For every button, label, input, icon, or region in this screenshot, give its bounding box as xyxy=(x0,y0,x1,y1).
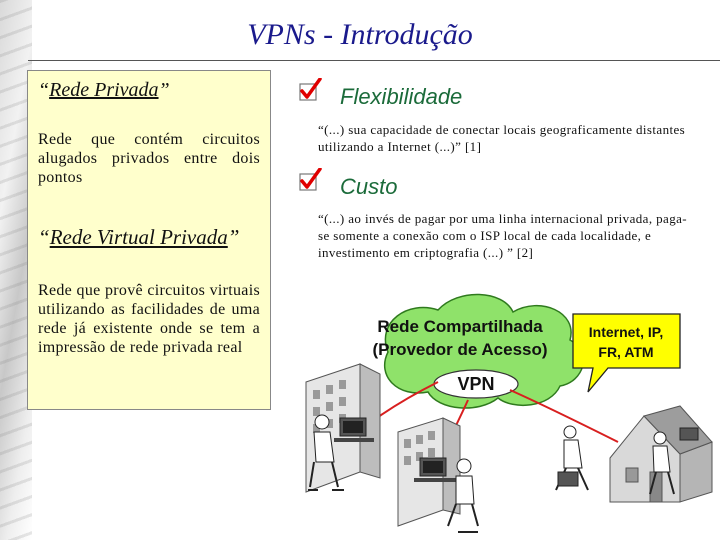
flexibilidade-heading: Flexibilidade xyxy=(340,84,463,109)
checkbox-check-icon xyxy=(298,78,322,102)
rede-privada-heading: “Rede Privada” xyxy=(38,79,170,101)
briefcase-icon xyxy=(556,426,588,490)
callout-line2: FR, ATM xyxy=(598,344,654,360)
slide-title: VPNs - Introdução xyxy=(247,18,473,51)
cloud-label-line2: (Provedor de Acesso) xyxy=(372,340,548,359)
cloud-label-line1: Rede Compartilhada xyxy=(377,317,543,336)
left-definition-box xyxy=(27,70,271,410)
checkbox-check-icon xyxy=(298,168,322,192)
rede-privada-term: Rede Privada xyxy=(49,79,159,101)
vpn-label: VPN xyxy=(457,374,495,394)
vpn-illustration xyxy=(288,282,720,540)
rede-virtual-privada-heading: “Rede Virtual Privada” xyxy=(38,225,240,249)
custo-heading: Custo xyxy=(340,174,398,199)
rede-privada-definition: Rede que contém circuitos alugados privados entre dois pontos xyxy=(38,131,260,186)
rede-virtual-privada-definition: Rede que provê circuitos virtuais utilizando as facilidades de uma rede já existente onde se tem a impressão de rede privada real xyxy=(38,282,260,356)
flexibilidade-quote: “(...) sua capacidade de conectar locais geograficamente distantes utilizando a Internet (...)” [1] xyxy=(318,122,686,154)
title-divider xyxy=(28,60,720,61)
rede-virtual-privada-term: Rede Virtual Privada xyxy=(49,225,228,249)
callout-line1: Internet, IP, xyxy=(588,324,664,340)
custo-quote: “(...) ao invés de pagar por uma linha internacional privada, paga-se somente a conexão com o ISP local de cada localidade, e investimento em criptografia (...) ” [2] xyxy=(318,211,687,260)
